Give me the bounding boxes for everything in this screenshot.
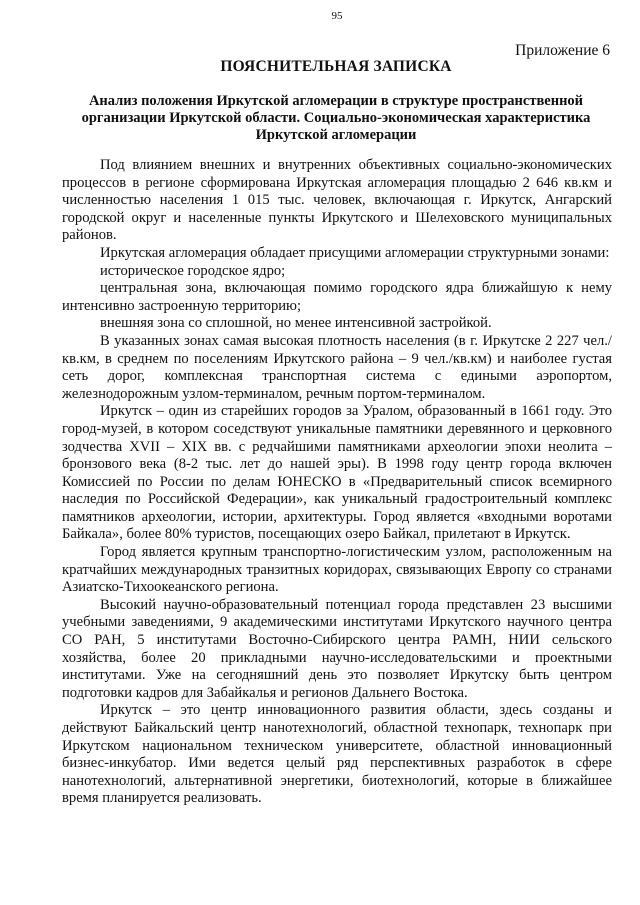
paragraph: В указанных зонах самая высокая плотность населения (в г. Иркутске 2 227 чел./кв.км, в среднем по поселениям Иркутского района – 9 чел./кв.км) и наиболее густая сеть дорог, комплексная транспортная система с едиными аэропортом, железнодорожным узлом-терминалом, речным портом-терминалом. bbox=[62, 332, 612, 402]
paragraph: Высокий научно-образовательный потенциал города представлен 23 высшими учебными заведениями, 9 академическими институтами Иркутского научного центра СО РАН, 5 институтами Восточно-Сибирского центра РАМН, НИИ сельского хозяйства, более 20 прикладными научно-исследовательскими и проектными институтами. Уже на сегодняшний день это позволяет Иркутску быть центром подготовки кадров для Забайкалья и регионов Дальнего Востока. bbox=[62, 596, 612, 701]
page-number: 95 bbox=[331, 10, 343, 22]
paragraph: Город является крупным транспортно-логистическим узлом, расположенным на кратчайших международных транзитных коридорах, связывающих Европу со странами Азиатско-Тихоокеанского региона. bbox=[62, 544, 612, 596]
paragraph: Под влиянием внешних и внутренних объективных социально-экономических процессов в регионе сформирована Иркутская агломерация площадью 2 646 кв.км и численностью населения 1 015 тыс. человек, включающая г. Иркутск, Ангарский городской округ и населенные пункты Иркутского и Шелеховского муниципальных районов. bbox=[62, 157, 612, 244]
paragraph: историческое городское ядро; bbox=[100, 262, 286, 279]
paragraph: Иркутск – один из старейших городов за Уралом, образованный в 1661 году. Это город-музей, в котором соседствуют уникальные памятники деревянного и церковного зодчества XVII – XIX вв. с редчайшими памятниками археологии эпохи неолита – бронзового века (8-2 тыс. лет до нашей эры). В 1998 году центр города включен Комиссией по России по делам ЮНЕСКО в «Предварительный список всемирного наследия по Российской Федерации», как уникальный градостроительный комплекс памятников археологии, истории, архитектуры. Город является «входными воротами Байкала», более 80% туристов, посещающих озеро Байкал, прилетают в Иркутск. bbox=[62, 403, 612, 543]
paragraph: внешняя зона со сплошной, но менее интенсивной застройкой. bbox=[100, 315, 492, 332]
document-heading: ПОЯСНИТЕЛЬНАЯ ЗАПИСКА bbox=[220, 58, 452, 75]
paragraph: Иркутск – это центр инновационного развития области, здесь созданы и действуют Байкальский центр нанотехнологий, областной технопарк, технопарк при Иркутском национальном техническом университете, областной инновационный бизнес-инкубатор. Ими ведется целый ряд перспективных разработок в сфере нанотехнологий, альтернативной энергетики, биотехнологий, которые в ближайшее время планируется реализовать. bbox=[62, 702, 612, 807]
paragraph: центральная зона, включающая помимо городского ядра ближайшую к нему интенсивно застроенную территорию; bbox=[62, 280, 612, 314]
document-subheading: Анализ положения Иркутской агломерации в структуре пространственной организации Иркутской области. Социально-экономическая характеристика Иркутской агломерации bbox=[81, 93, 591, 144]
body-text bbox=[62, 157, 612, 808]
appendix-label: Приложение 6 bbox=[515, 42, 610, 59]
paragraph: Иркутская агломерация обладает присущими агломерации структурными зонами: bbox=[100, 244, 610, 261]
